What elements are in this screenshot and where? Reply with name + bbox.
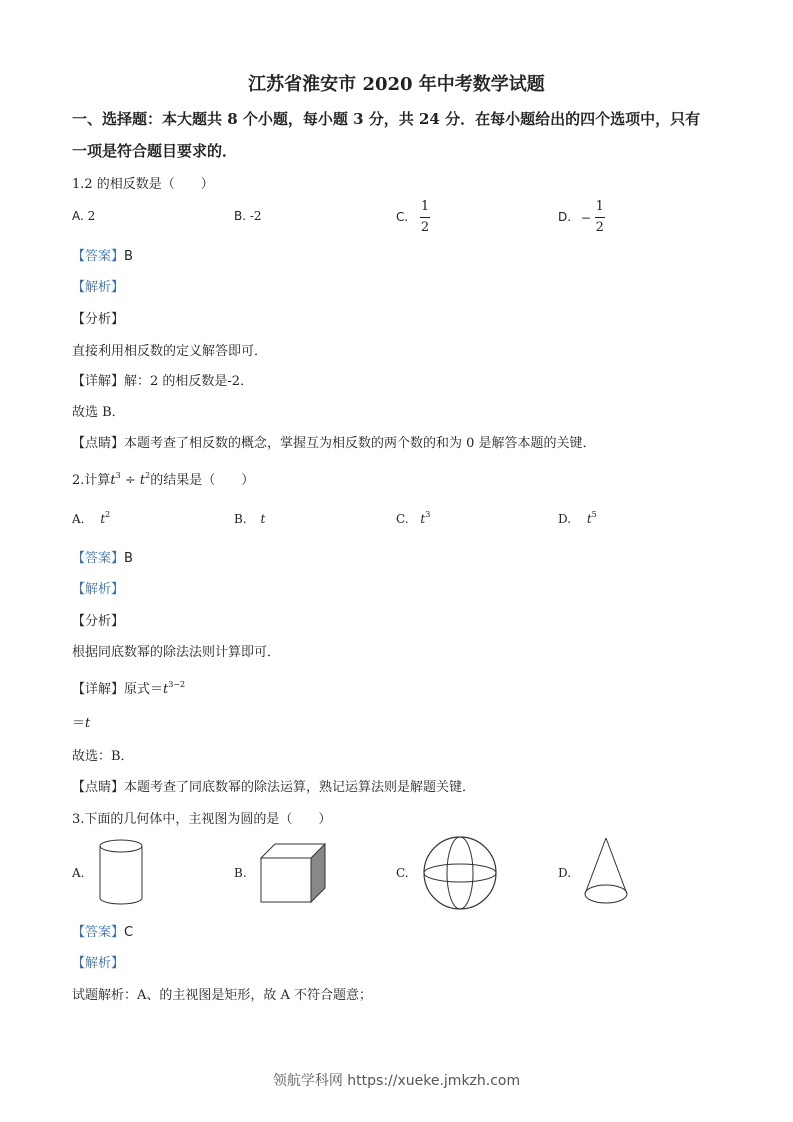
base-t: t [110,473,116,488]
option-value: 2 [87,209,96,223]
q2-option-d [558,512,597,526]
q2-step2 [72,712,90,731]
sphere-icon [422,835,498,911]
option-label: A. [72,209,84,223]
exponent: 3 [115,471,121,480]
option-label: B. [234,512,247,526]
option-base: t [260,512,266,526]
q1-stem: 1.2 的相反数是（ ） [72,177,214,192]
stem-suffix: 的结果是（ ） [150,473,255,488]
q2-fenxi: 根据同底数幂的除法法则计算即可． [72,645,281,660]
cone-icon [582,836,630,908]
q1-conclusion: 故选 B． [72,405,125,420]
q3-option-c-label: C. [396,866,409,880]
answer-value: C [124,925,134,940]
page-title: 江苏省淮安市 2020 年中考数学试题 [248,74,545,95]
q3-analysis-tag: 【解析】 [72,956,125,971]
answer-value: B [124,551,133,566]
q2-answer [72,547,133,566]
xiangjie-tag: 【详解】 [72,682,125,697]
option-exponent: 3 [425,510,431,519]
answer-value: B [124,249,133,264]
fraction [595,199,605,236]
fraction-bar [420,217,430,218]
q2-stem [72,469,254,488]
dianjing-tag: 【点睛】 [72,436,125,451]
stem-prefix: 2.计算 [72,473,111,488]
numerator: 1 [595,199,604,214]
section-heading-line1: 一、选择题：本大题共 8 个小题，每小题 3 分，共 24 分．在每小题给出的四个选项中，只有 [72,110,701,128]
fraction [420,199,430,236]
option-base: t [586,512,592,526]
denominator: 2 [420,220,430,235]
q2-conclusion: 故选：B． [72,749,134,764]
answer-tag: 【答案】 [72,551,125,566]
option-label: A. [72,512,85,526]
exponent: 3−2 [168,680,186,689]
answer-tag: 【答案】 [72,925,125,940]
minus-sign: − [580,210,591,225]
dianjing-text: 本题考查了相反数的概念，掌握互为相反数的两个数的和为 0 是解答本题的关键． [124,436,596,451]
q2-option-c [396,512,430,526]
q1-option-c [396,199,430,236]
q3-option-b-label: B. [234,866,247,880]
xiangjie-tag: 【详解】 [72,374,125,389]
option-base: t [100,512,106,526]
q1-dianjing [72,432,596,451]
q2-xiangjie [72,678,185,697]
q2-fenxi-tag: 【分析】 [72,614,125,629]
q3-stem: 3.下面的几何体中，主视图为圆的是（ ） [72,812,332,827]
option-label: D. [558,210,572,224]
q1-fenxi-tag: 【分析】 [72,312,125,327]
option-label: C. [396,210,409,224]
option-label: D. [558,512,572,526]
dianjing-text: 本题考查了同底数幂的除法运算，熟记运算法则是解题关键． [124,780,476,795]
exponent: 2 [145,471,151,480]
equals-sign: ＝ [72,716,86,731]
q1-analysis-tag: 【解析】 [72,280,125,295]
divide-sign: ÷ [120,473,140,488]
xiangjie-prefix: 原式＝ [124,682,164,697]
option-exponent: 2 [105,510,111,519]
q2-dianjing [72,776,475,795]
option-value: -2 [249,209,262,223]
option-label: B. [234,209,247,223]
q1-option-d [558,199,605,236]
option-label: C. [396,512,409,526]
xiangjie-text: 解：2 的相反数是-2． [124,374,254,389]
base-t: t [139,473,146,488]
option-base: t [420,512,426,526]
q3-option-a-label: A. [72,866,85,880]
q3-explanation: 试题解析：A、的主视图是矩形，故 A 不符合题意； [72,988,373,1003]
section-heading-line2: 一项是符合题目要求的． [72,142,238,160]
cylinder-icon [98,838,144,908]
q3-answer [72,921,133,940]
cube-icon [259,842,327,904]
option-exponent: 5 [591,510,597,519]
q3-option-d-label: D. [558,866,572,880]
q1-fenxi: 直接利用相反数的定义解答即可． [72,344,268,359]
base-t: t [85,716,91,731]
q1-option-a [72,209,95,223]
q2-option-a [72,512,110,526]
q2-analysis-tag: 【解析】 [72,582,125,597]
answer-tag: 【答案】 [72,249,125,264]
dianjing-tag: 【点睛】 [72,780,125,795]
q1-option-b [234,209,262,223]
q1-answer [72,245,133,264]
fraction-bar [595,217,605,218]
page-footer: 领航学科网 https://xueke.jmkzh.com [272,1073,521,1089]
base-t: t [163,682,169,697]
denominator: 2 [595,220,604,235]
q1-xiangjie [72,370,253,389]
numerator: 1 [420,199,430,214]
q2-option-b [234,512,265,526]
